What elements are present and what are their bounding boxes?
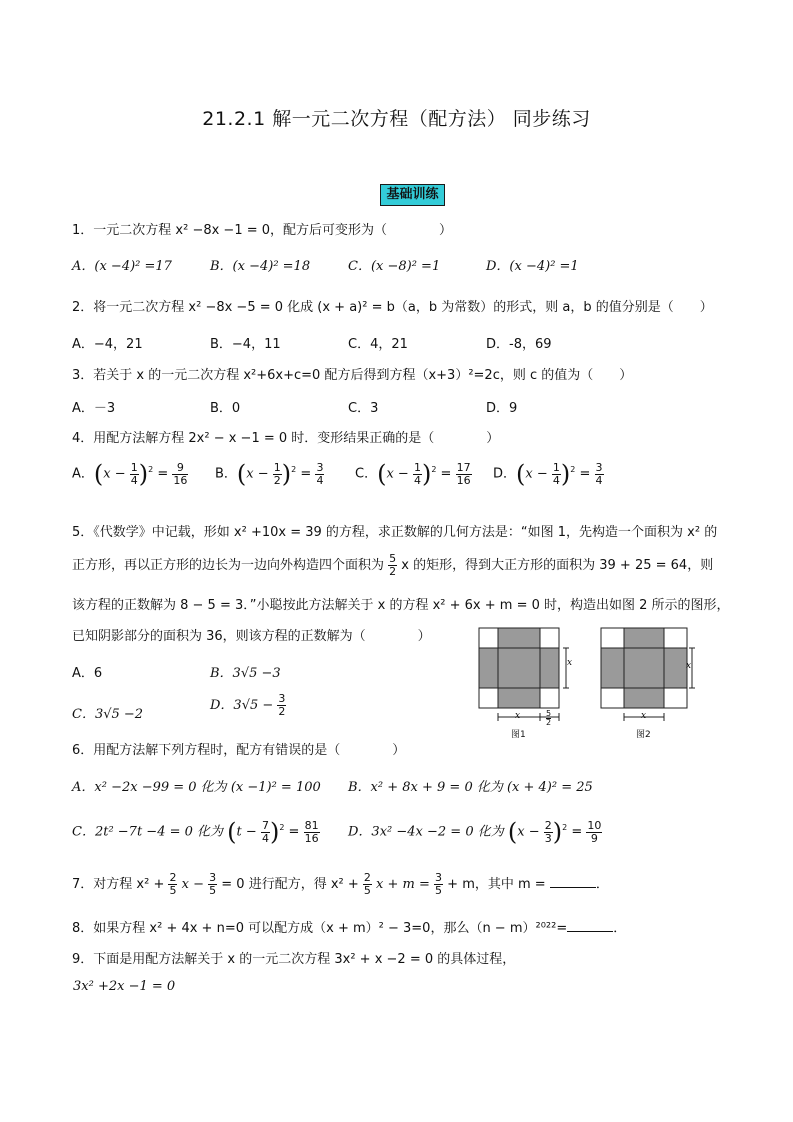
q2-option-d[interactable]: D．-8，69 (486, 337, 552, 352)
q4-stem: 4．用配方法解方程 2x² − x −1 = 0 时．变形结果正确的是（ ） (72, 431, 500, 446)
fig1-x-label-bottom: x (515, 711, 521, 721)
q3-stem: 3．若关于 x 的一元二次方程 x²+6x+c=0 配方后得到方程（x+3）²=2c，则 c 的值为（ ） (72, 368, 633, 383)
q3-option-c[interactable]: C．3 (348, 401, 379, 416)
q5-line3: 该方程的正数解为 8 − 5 = 3．”小聪按此方法解关于 x 的方程 x² + 6x + m = 0 时，构造出如图 2 所示的图形， (72, 598, 730, 613)
q7-stem: 7．对方程 x² + $\frac{2}{5}$ x − $\frac{3}{5}$ = 0 进行配方，得 x² + $\frac{2}{5}$ x + m = $\frac{3}{5}$ + m，其中 m = ． (72, 871, 609, 897)
q6-option-a[interactable]: A．x² −2x −99 = 0 化为 (x −1)² = 100 (72, 780, 321, 795)
q2-option-a[interactable]: A．−4，21 (72, 337, 143, 352)
q4-option-c[interactable]: C．(x − $\frac{1}{4}$ )$^2$ = $\frac{17}{16}$ (355, 460, 471, 488)
q1-option-d[interactable]: D．(x −4)² =1 (486, 259, 579, 274)
q1-stem: 1．一元二次方程 x² −8x −1 = 0，配方后可变形为（ ） (72, 223, 453, 238)
section-tag: 基础训练 (380, 184, 445, 206)
figure-1 (478, 627, 590, 743)
q5-option-d[interactable]: D．3√5 − $\frac{3}{2}$ (210, 692, 286, 718)
q5-option-b[interactable]: B．3√5 −3 (210, 666, 281, 681)
q1-option-c[interactable]: C．(x −8)² =1 (348, 259, 441, 274)
q5-line2: 正方形，再以正方形的边长为一边向外构造四个面积为 $\frac{5}{2}$ x 的矩形，得到大正方形的面积为 39 + 25 = 64，则 (72, 552, 714, 578)
q2-option-c[interactable]: C．4，21 (348, 337, 408, 352)
fig1-fraction-label: 5 2 (546, 709, 552, 727)
q3-option-b[interactable]: B．0 (210, 401, 241, 416)
q6-option-d[interactable]: D．3x² −4x −2 = 0 化为 (x − $\frac{2}{3}$ )$^2$ = $\frac{10}{9}$ (348, 818, 602, 846)
q6-option-c[interactable]: C．2t² −7t −4 = 0 化为 (t − $\frac{7}{4}$ )$^2$ = $\frac{81}{16}$ (72, 818, 319, 846)
q5-line1: 5．《代数学》中记载，形如 x² +10x = 39 的方程，求正数解的几何方法是：“如图 1，先构造一个面积为 x² 的 (72, 525, 718, 540)
fig2-caption: 图2 (636, 730, 651, 740)
q3-option-a[interactable]: A．－3 (72, 401, 116, 416)
q1-option-a[interactable]: A．(x −4)² =17 (72, 259, 172, 274)
q6-option-b[interactable]: B．x² + 8x + 9 = 0 化为 (x + 4)² = 25 (348, 780, 593, 795)
q2-option-b[interactable]: B．−4，11 (210, 337, 281, 352)
page-title: 21.2.1 解一元二次方程（配方法） 同步练习 (202, 108, 591, 130)
q5-option-c[interactable]: C．3√5 −2 (72, 707, 144, 722)
q5-option-a[interactable]: A．6 (72, 666, 103, 681)
q8-answer-blank[interactable] (567, 919, 613, 932)
q7-answer-blank[interactable] (550, 875, 596, 888)
fig1-caption: 图1 (511, 730, 526, 740)
q2-stem: 2．将一元二次方程 x² −8x −5 = 0 化成 (x + a)² = b（a，b 为常数）的形式，则 a，b 的值分别是（ ） (72, 300, 713, 315)
q9-stem: 9．下面是用配方法解关于 x 的一元二次方程 3x² + x −2 = 0 的具体过程， (72, 952, 516, 967)
q4-option-a[interactable]: A．(x − $\frac{1}{4}$ )$^2$ = $\frac{9}{16}$ (72, 460, 188, 488)
q9-step-1: 3x² +2x −1 = 0 (73, 979, 176, 994)
q4-option-b[interactable]: B．(x − $\frac{1}{2}$ )$^2$ = $\frac{3}{4}$ (215, 460, 324, 488)
q1-option-b[interactable]: B．(x −4)² =18 (210, 259, 311, 274)
fig1-x-label-side: x (567, 658, 573, 668)
figure-2 (600, 627, 700, 743)
q6-stem: 6．用配方法解下列方程时，配方有错误的是（ ） (72, 743, 406, 758)
q8-stem: 8．如果方程 x² + 4x + n=0 可以配方成（x + m）² − 3=0，那么（n − m）²⁰²²= ． (72, 921, 627, 936)
q3-option-d[interactable]: D．9 (486, 401, 518, 416)
q5-line4: 已知阴影部分的面积为 36，则该方程的正数解为（ ） (72, 629, 431, 644)
fig2-x-label-bottom: x (641, 711, 647, 721)
fig2-x-label-side: x (686, 661, 692, 671)
q4-option-d[interactable]: D．(x − $\frac{1}{4}$ )$^2$ = $\frac{3}{4}$ (493, 460, 603, 488)
